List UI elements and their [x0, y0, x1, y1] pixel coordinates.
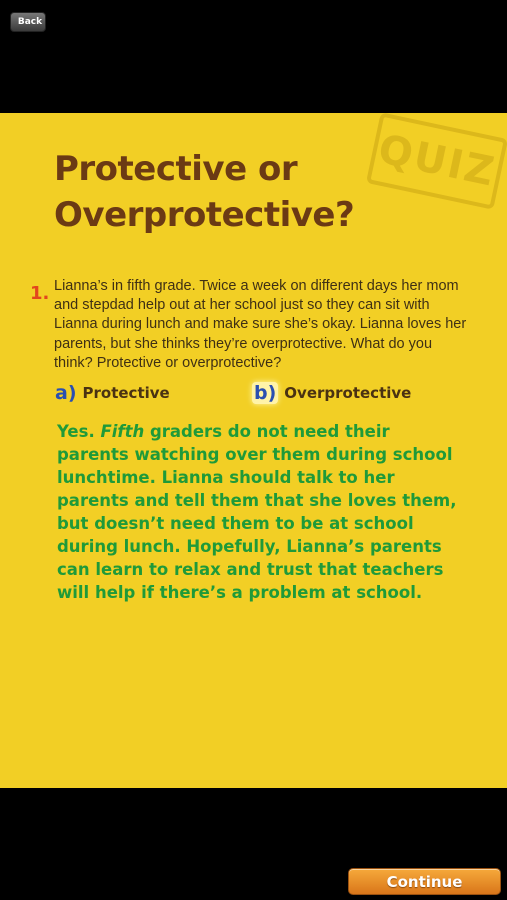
quiz-stamp-logo: QUIZ — [366, 112, 507, 209]
back-button[interactable]: Back — [10, 12, 46, 32]
option-a-label: Protective — [82, 384, 170, 402]
option-b-letter: b) — [254, 382, 277, 404]
continue-button[interactable]: Continue — [348, 868, 501, 895]
answer-text — [57, 420, 457, 604]
option-b-label: Overprotective — [284, 384, 412, 402]
quiz-panel — [0, 113, 507, 788]
option-a[interactable] — [55, 382, 170, 404]
answer-emphasis: Fifth — [100, 422, 145, 441]
question-number: 1. — [30, 283, 50, 304]
top-bar — [0, 0, 507, 113]
question-text: Lianna’s in fifth grade. Twice a week on different days her mom and stepdad help out at her school just so they can sit with Lianna during lunch and make sure she’s okay. Lianna loves her parents, but she thinks they’re overprotective. What do you think? Protective or overprotective? — [54, 278, 467, 371]
answer-lead: Yes. — [57, 422, 95, 441]
option-a-letter: a) — [55, 382, 77, 404]
quiz-title — [54, 146, 374, 238]
quiz-title-line1: Protective or — [54, 149, 298, 189]
quiz-title-line2: Overprotective? — [54, 195, 355, 235]
option-b[interactable] — [252, 382, 411, 404]
answer-body: graders do not need their parents watching over them during school lunchtime. Lianna should talk to her parents and tell them that she loves them, but doesn’t need them to be at school during lunch. Hopefully, Lianna’s parents can learn to relax and trust that teachers will help if there’s a problem at school. — [57, 422, 457, 602]
